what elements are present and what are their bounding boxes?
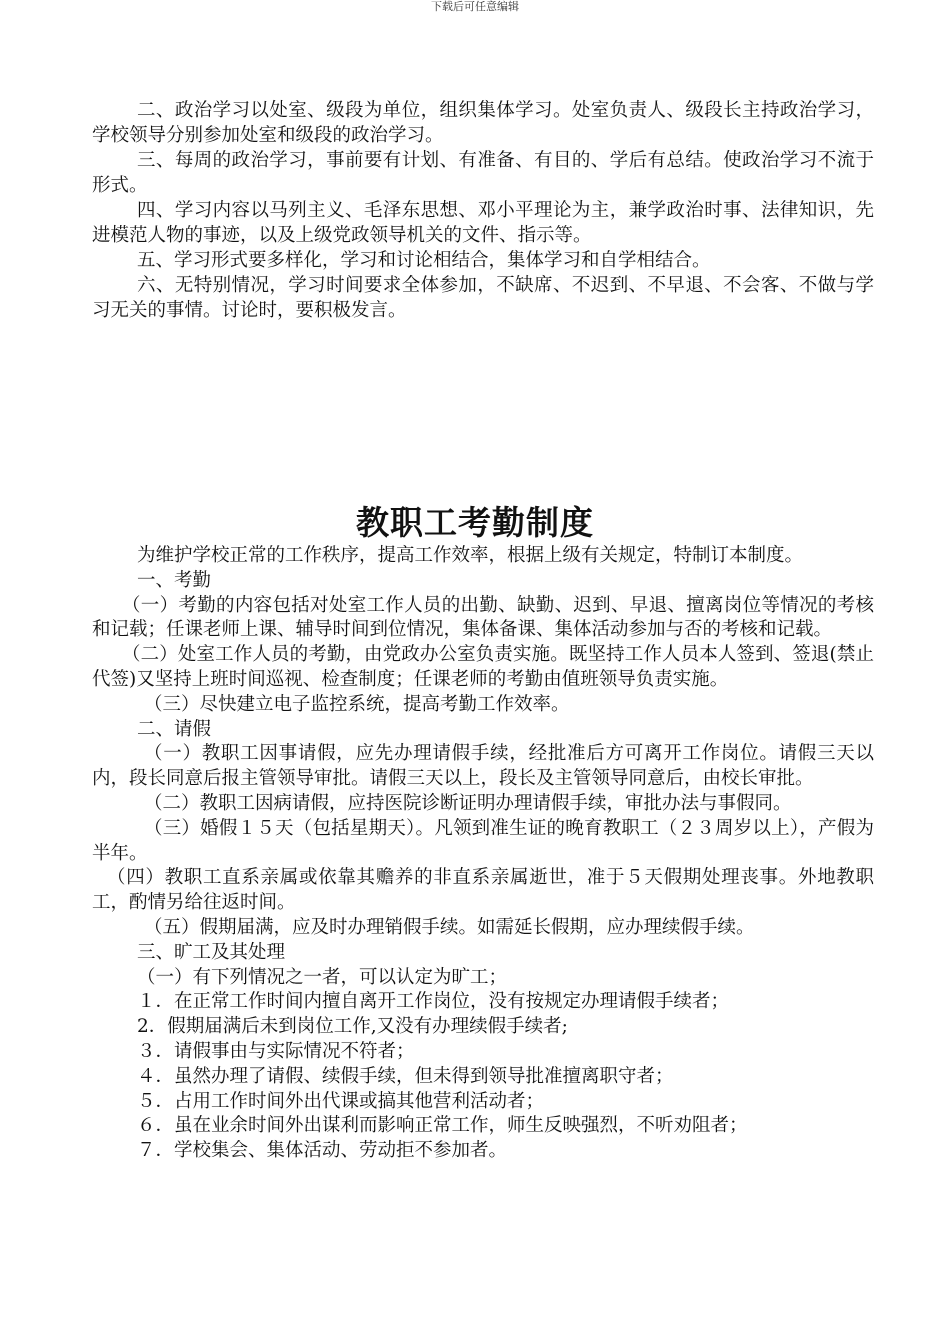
political-study-section (92, 98, 874, 323)
section-heading: 三、旷工及其处理 (137, 941, 286, 963)
list-item: ４．虽然办理了请假、续假手续，但未得到领导批准擅离职守者； (137, 1065, 674, 1087)
intro-paragraph: 为维护学校正常的工作秩序，提高工作效率，根据上级有关规定，特制订本制度。 (137, 545, 804, 566)
paragraph: （三）婚假１５天（包括星期天）。凡领到准生证的晚育教职工（２３周岁以上），产假为半年。 (92, 817, 874, 864)
paragraph: （四）教职工直系亲属或依靠其赡养的非直系亲属逝世，准于５天假期处理丧事。外地教职工，酌情另给往返时间。 (92, 867, 874, 914)
list-item: ６．虽在业余时间外出谋利而影响正常工作，师生反映强烈，不听劝阻者； (137, 1115, 748, 1137)
paragraph: （一）有下列情况之一者，可以认定为旷工； (137, 966, 508, 988)
header-note: 下载后可任意编辑 (431, 0, 519, 13)
section-heading: 二、请假 (137, 718, 212, 740)
paragraph: 二、政治学习以处室、级段为单位，组织集体学习。处室负责人、级段长主持政治学习，学校领导分别参加处室和级段的政治学习。 (92, 100, 874, 146)
paragraph: （五）假期届满，应及时办理销假手续。如需延长假期，应办理续假手续。 (144, 916, 755, 938)
list-item: ３．请假事由与实际情况不符者； (137, 1040, 415, 1062)
paragraph: （二）处室工作人员的考勤，由党政办公室负责实施。既坚持工作人员本人签到、签退(禁止代签)又坚持上班时间巡视、检查制度；任课老师的考勤由值班领导负责实施。 (92, 644, 874, 690)
list-item: ５．占用工作时间外出代课或搞其他营利活动者； (137, 1090, 545, 1112)
list-item: １．在正常工作时间内擅自离开工作岗位，没有按规定办理请假手续者； (137, 991, 730, 1013)
paragraph: （二）教职工因病请假，应持医院诊断证明办理请假手续，审批办法与事假同。 (144, 792, 792, 814)
paragraph: （一）教职工因事请假，应先办理请假手续，经批准后方可离开工作岗位。请假三天以内，段长同意后报主管领导审批。请假三天以上，段长及主管领导同意后，由校长审批。 (92, 743, 874, 790)
attendance-rules-section (92, 544, 874, 1164)
list-item: ７．学校集会、集体活动、劳动拒不参加者。 (137, 1140, 508, 1162)
section-heading: 一、考勤 (137, 569, 212, 591)
paragraph: 五、学习形式要多样化，学习和讨论相结合，集体学习和自学相结合。 (137, 250, 711, 271)
paragraph: 六、无特别情况，学习时间要求全体参加，不缺席、不迟到、不早退、不会客、不做与学习无关的事情。讨论时，要积极发言。 (92, 275, 874, 321)
list-item: 2．假期届满后未到岗位工作,又没有办理续假手续者; (137, 1016, 568, 1038)
document-title: 教职工考勤制度 (356, 503, 594, 542)
paragraph: 三、每周的政治学习，事前要有计划、有准备、有目的、学后有总结。使政治学习不流于形式。 (92, 150, 874, 196)
paragraph: 四、学习内容以马列主义、毛泽东思想、邓小平理论为主，兼学政治时事、法律知识，先进模范人物的事迹，以及上级党政领导机关的文件、指示等。 (92, 200, 874, 246)
paragraph: （三）尽快建立电子监控系统，提高考勤工作效率。 (144, 693, 570, 715)
paragraph: （一）考勤的内容包括对处室工作人员的出勤、缺勤、迟到、早退、擅离岗位等情况的考核和记载；任课老师上课、辅导时间到位情况，集体备课、集体活动参加与否的考核和记载。 (92, 594, 874, 641)
